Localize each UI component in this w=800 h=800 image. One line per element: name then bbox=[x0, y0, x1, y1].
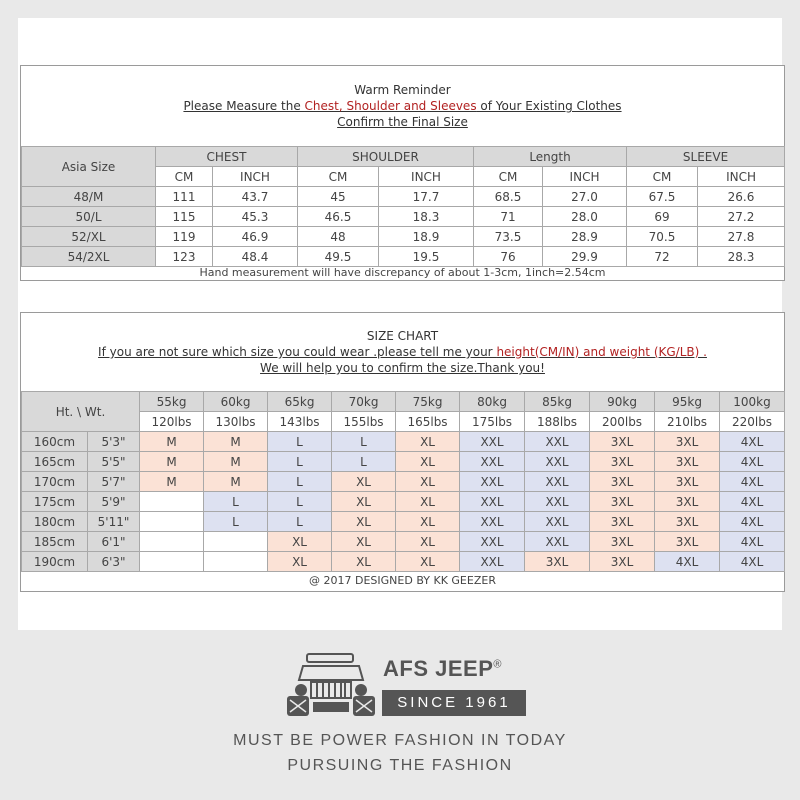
measurement-cell: 26.6 bbox=[698, 187, 785, 207]
table-row bbox=[22, 247, 785, 267]
height-weight-size-table bbox=[21, 391, 785, 572]
measurement-cell: 17.7 bbox=[379, 187, 474, 207]
height-cm-label: 190cm bbox=[22, 552, 88, 572]
size-cell: XL bbox=[332, 492, 396, 512]
size-cell: XXL bbox=[525, 452, 590, 472]
measurement-cell: 67.5 bbox=[627, 187, 698, 207]
size-cell: XXL bbox=[460, 432, 525, 452]
size-cell: L bbox=[268, 492, 332, 512]
weight-kg-header: 85kg bbox=[525, 392, 590, 412]
size-cell: 3XL bbox=[590, 452, 655, 472]
measurement-cell: 111 bbox=[156, 187, 213, 207]
measurement-cell: 27.0 bbox=[543, 187, 627, 207]
height-ft-label: 6'3" bbox=[88, 552, 140, 572]
measurement-cell: 70.5 bbox=[627, 227, 698, 247]
height-ft-label: 5'3" bbox=[88, 432, 140, 452]
size-measurement-table bbox=[21, 146, 785, 267]
size-cell: 3XL bbox=[655, 452, 720, 472]
size-label: 48/M bbox=[22, 187, 156, 207]
size-cell: XL bbox=[332, 552, 396, 572]
weight-kg-header: 60kg bbox=[204, 392, 268, 412]
size-chart-box bbox=[20, 312, 785, 592]
measurement-cell: 28.0 bbox=[543, 207, 627, 227]
size-cell: XXL bbox=[460, 532, 525, 552]
unit-header: INCH bbox=[543, 167, 627, 187]
size-cell: M bbox=[140, 472, 204, 492]
size-cell: L bbox=[268, 432, 332, 452]
design-credit: @ 2017 DESIGNED BY KK GEEZER bbox=[309, 574, 496, 587]
table-row bbox=[22, 432, 785, 452]
height-cm-label: 180cm bbox=[22, 512, 88, 532]
size-cell: XL bbox=[332, 512, 396, 532]
measurement-cell: 27.8 bbox=[698, 227, 785, 247]
size-cell: XXL bbox=[460, 492, 525, 512]
size-cell: L bbox=[204, 512, 268, 532]
height-cm-label: 165cm bbox=[22, 452, 88, 472]
size-cell: 3XL bbox=[590, 492, 655, 512]
size-label: 54/2XL bbox=[22, 247, 156, 267]
table-row bbox=[22, 472, 785, 492]
size-cell: XL bbox=[396, 552, 460, 572]
size-chart-header bbox=[21, 328, 784, 376]
size-cell bbox=[204, 532, 268, 552]
size-cell: 4XL bbox=[720, 492, 785, 512]
brand-name: AFS JEEP® bbox=[383, 656, 502, 681]
unit-header: CM bbox=[474, 167, 543, 187]
size-cell: M bbox=[204, 432, 268, 452]
size-cell: 3XL bbox=[525, 552, 590, 572]
height-cm-label: 175cm bbox=[22, 492, 88, 512]
weight-lbs-header: 220lbs bbox=[720, 412, 785, 432]
size-cell: 3XL bbox=[655, 432, 720, 452]
table-row bbox=[22, 512, 785, 532]
measurement-cell: 73.5 bbox=[474, 227, 543, 247]
measurement-cell: 45 bbox=[298, 187, 379, 207]
size-cell: 3XL bbox=[590, 532, 655, 552]
height-ft-label: 5'7" bbox=[88, 472, 140, 492]
size-chart-title: SIZE CHART bbox=[366, 329, 439, 343]
reminder-line-1: Please Measure the Chest, Shoulder and Sleeves of Your Existing Clothes bbox=[183, 99, 622, 113]
size-cell: XXL bbox=[460, 512, 525, 532]
measurement-cell: 27.2 bbox=[698, 207, 785, 227]
table-row bbox=[22, 227, 785, 247]
size-cell: L bbox=[268, 472, 332, 492]
weight-kg-header: 65kg bbox=[268, 392, 332, 412]
size-cell: L bbox=[332, 432, 396, 452]
size-cell: XL bbox=[268, 552, 332, 572]
weight-kg-header: 95kg bbox=[655, 392, 720, 412]
weight-lbs-header: 175lbs bbox=[460, 412, 525, 432]
size-cell bbox=[204, 552, 268, 572]
measurement-cell: 28.3 bbox=[698, 247, 785, 267]
measurement-cell: 46.9 bbox=[213, 227, 298, 247]
size-cell: XXL bbox=[460, 452, 525, 472]
unit-header: CM bbox=[156, 167, 213, 187]
measurement-cell: 69 bbox=[627, 207, 698, 227]
size-cell bbox=[140, 552, 204, 572]
measurement-cell: 28.9 bbox=[543, 227, 627, 247]
size-cell bbox=[140, 512, 204, 532]
size-chart-line-2: We will help you to confirm the size.Thank you! bbox=[260, 361, 545, 375]
unit-header: INCH bbox=[698, 167, 785, 187]
reminder-header bbox=[21, 82, 784, 130]
table-row bbox=[22, 207, 785, 227]
size-cell: XXL bbox=[525, 432, 590, 452]
height-cm-label: 185cm bbox=[22, 532, 88, 552]
weight-lbs-header: 130lbs bbox=[204, 412, 268, 432]
unit-header: CM bbox=[627, 167, 698, 187]
size-cell: 3XL bbox=[590, 512, 655, 532]
size-measurement-box bbox=[20, 65, 785, 281]
measurement-cell: 119 bbox=[156, 227, 213, 247]
reminder-line-2: Confirm the Final Size bbox=[337, 115, 468, 129]
height-ft-label: 5'5" bbox=[88, 452, 140, 472]
size-cell: 3XL bbox=[655, 472, 720, 492]
weight-lbs-header: 210lbs bbox=[655, 412, 720, 432]
size-cell: XL bbox=[332, 472, 396, 492]
measurement-cell: 19.5 bbox=[379, 247, 474, 267]
measurement-cell: 45.3 bbox=[213, 207, 298, 227]
measurement-cell: 29.9 bbox=[543, 247, 627, 267]
size-cell: XXL bbox=[525, 532, 590, 552]
size-cell: M bbox=[204, 452, 268, 472]
measurement-cell: 72 bbox=[627, 247, 698, 267]
size-cell: XL bbox=[396, 512, 460, 532]
group-header: SLEEVE bbox=[627, 147, 785, 167]
measurement-cell: 115 bbox=[156, 207, 213, 227]
size-cell: XL bbox=[396, 492, 460, 512]
size-cell: XXL bbox=[525, 512, 590, 532]
weight-lbs-header: 188lbs bbox=[525, 412, 590, 432]
height-ft-label: 5'9" bbox=[88, 492, 140, 512]
group-header: Length bbox=[474, 147, 627, 167]
corner-header: Ht. \ Wt. bbox=[22, 392, 140, 432]
weight-kg-header: 90kg bbox=[590, 392, 655, 412]
measurement-cell: 43.7 bbox=[213, 187, 298, 207]
size-cell: 4XL bbox=[720, 472, 785, 492]
measurement-cell: 68.5 bbox=[474, 187, 543, 207]
table-row bbox=[22, 532, 785, 552]
table-row bbox=[22, 187, 785, 207]
size-cell: XXL bbox=[525, 492, 590, 512]
size-cell: M bbox=[140, 452, 204, 472]
weight-kg-header: 70kg bbox=[332, 392, 396, 412]
brand-since-badge: SINCE 1961 bbox=[382, 690, 526, 716]
table-row bbox=[22, 492, 785, 512]
table-row bbox=[22, 452, 785, 472]
size-cell: 3XL bbox=[590, 472, 655, 492]
group-header: CHEST bbox=[156, 147, 298, 167]
size-cell: 4XL bbox=[720, 452, 785, 472]
unit-header: INCH bbox=[213, 167, 298, 187]
weight-kg-header: 100kg bbox=[720, 392, 785, 412]
table-row bbox=[22, 552, 785, 572]
weight-kg-header: 55kg bbox=[140, 392, 204, 412]
size-cell: 3XL bbox=[590, 552, 655, 572]
size-table-group-row bbox=[22, 147, 785, 167]
size-cell: L bbox=[332, 452, 396, 472]
size-cell: XL bbox=[332, 532, 396, 552]
size-cell: XL bbox=[268, 532, 332, 552]
measurement-cell: 48 bbox=[298, 227, 379, 247]
slogan-line-1: MUST BE POWER FASHION IN TODAY bbox=[233, 732, 567, 749]
size-cell: 3XL bbox=[655, 512, 720, 532]
size-cell: 4XL bbox=[720, 432, 785, 452]
size-cell: L bbox=[268, 512, 332, 532]
size-cell: L bbox=[204, 492, 268, 512]
measurement-cell: 48.4 bbox=[213, 247, 298, 267]
group-header: SHOULDER bbox=[298, 147, 474, 167]
reminder-title: Warm Reminder bbox=[354, 83, 451, 97]
size-cell: 3XL bbox=[590, 432, 655, 452]
measurement-cell: 123 bbox=[156, 247, 213, 267]
size-cell: 4XL bbox=[720, 512, 785, 532]
size-cell: 3XL bbox=[655, 532, 720, 552]
weight-lbs-header: 143lbs bbox=[268, 412, 332, 432]
weight-lbs-header: 120lbs bbox=[140, 412, 204, 432]
measurement-cell: 18.9 bbox=[379, 227, 474, 247]
size-cell: XL bbox=[396, 472, 460, 492]
weight-lbs-header: 155lbs bbox=[332, 412, 396, 432]
size-cell bbox=[140, 492, 204, 512]
measurement-cell: 18.3 bbox=[379, 207, 474, 227]
size-cell: 4XL bbox=[655, 552, 720, 572]
size-cell: XXL bbox=[460, 472, 525, 492]
unit-header: INCH bbox=[379, 167, 474, 187]
height-cm-label: 160cm bbox=[22, 432, 88, 452]
size-cell: 3XL bbox=[655, 492, 720, 512]
size-cell: M bbox=[204, 472, 268, 492]
size-cell: 4XL bbox=[720, 532, 785, 552]
size-label: 52/XL bbox=[22, 227, 156, 247]
size-cell bbox=[140, 532, 204, 552]
weight-kg-header: 75kg bbox=[396, 392, 460, 412]
unit-header: CM bbox=[298, 167, 379, 187]
size-cell: XL bbox=[396, 452, 460, 472]
size-cell: L bbox=[268, 452, 332, 472]
measurement-cell: 49.5 bbox=[298, 247, 379, 267]
size-cell: XXL bbox=[525, 472, 590, 492]
size-cell: 4XL bbox=[720, 552, 785, 572]
measurement-cell: 71 bbox=[474, 207, 543, 227]
measurement-cell: 76 bbox=[474, 247, 543, 267]
weight-kg-header: 80kg bbox=[460, 392, 525, 412]
weight-lbs-header: 165lbs bbox=[396, 412, 460, 432]
height-ft-label: 6'1" bbox=[88, 532, 140, 552]
height-cm-label: 170cm bbox=[22, 472, 88, 492]
slogan-line-2: PURSUING THE FASHION bbox=[287, 757, 513, 774]
size-label: 50/L bbox=[22, 207, 156, 227]
height-ft-label: 5'11" bbox=[88, 512, 140, 532]
measurement-cell: 46.5 bbox=[298, 207, 379, 227]
size-cell: XL bbox=[396, 432, 460, 452]
asia-size-header: Asia Size bbox=[22, 147, 156, 187]
size-cell: M bbox=[140, 432, 204, 452]
size-cell: XL bbox=[396, 532, 460, 552]
jeep-logo-icon bbox=[285, 650, 377, 720]
size-chart-line-1: If you are not sure which size you could wear .please tell me your height(CM/IN) and weight (KG/LB) . bbox=[98, 345, 707, 359]
size-cell: XXL bbox=[460, 552, 525, 572]
weight-kg-row bbox=[22, 392, 785, 412]
brand-logo bbox=[285, 650, 545, 720]
weight-lbs-header: 200lbs bbox=[590, 412, 655, 432]
measurement-note: Hand measurement will have discrepancy of about 1-3cm, 1inch=2.54cm bbox=[199, 266, 606, 279]
